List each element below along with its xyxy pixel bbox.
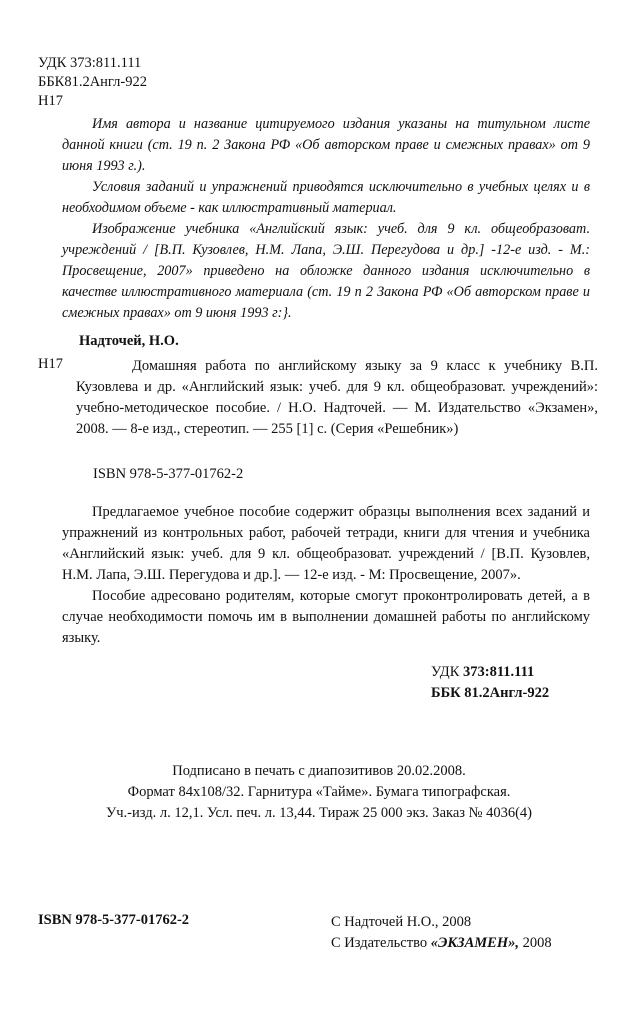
imprint-line: Уч.-изд. л. 12,1. Усл. печ. л. 13,44. Тираж 25 000 экз. Заказ № 4036(4) <box>106 805 532 821</box>
copyright-publisher-year: 2008 <box>518 935 552 951</box>
udk-value: 373:811.111 <box>463 664 535 680</box>
classification-block <box>38 54 147 111</box>
abstract <box>62 502 590 649</box>
abstract-paragraph: Предлагаемое учебное пособие содержит образцы выполнения всех заданий и упражнений из контрольных работ, рабочей тетради, книги для чтения и учебника «Английский язык: учеб. для 9 кл. общеобразоват. учреждений / [В.П. Кузовлев, Н.М. Лапа, Э.Ш. Перегудова и др.]. — 12-е изд. - М: Просвещение, 2007». <box>62 504 590 583</box>
udk-label: УДК <box>431 664 460 680</box>
bbk-line: ББК 81.2Англ-922 <box>431 685 550 701</box>
footer-isbn: ISBN 978-5-377-01762-2 <box>38 912 190 928</box>
author-sign-code: Н17 <box>38 93 63 109</box>
copyright-notice <box>62 114 590 324</box>
isbn-line: ISBN 978-5-377-01762-2 <box>93 466 244 482</box>
copyright-block <box>331 912 552 954</box>
bbk-code: ББК81.2Англ-922 <box>38 74 147 90</box>
bibliographic-code: Н17 <box>38 356 63 372</box>
bibliographic-description: Домашняя работа по английскому языку за 9 класс к учебнику В.П. Кузовлева и др. «Английский язык: учеб. для 9 кл. общеобразоват. учреждений»: учебно-методическое пособие. / Н.О. Надточей. — М. Издательство «Экзамен», 2008. — 8-е изд., стереотип. — 255 [1] с. (Серия «Решебник») <box>76 358 598 437</box>
abstract-paragraph: Пособие адресовано родителям, которые смогут проконтролировать детей, а в случае необходимости помочь им в выполнении домашней работы по английскому языку. <box>62 588 590 646</box>
copyright-author: С Надточей Н.О., 2008 <box>331 914 472 930</box>
copyright-publisher <box>331 933 552 954</box>
notice-paragraph: Имя автора и название цитируемого издания указаны на титульном листе данной книги (ст. 19 п. 2 Закона РФ «Об авторском праве и смежных правах» от 9 июня 1993 г.). <box>62 116 590 174</box>
udk-line <box>431 662 549 683</box>
notice-paragraph: Изображение учебника «Английский язык: учеб. для 9 кл. общеобразоват. учреждений / [В.П. Кузовлев, Н.М. Лапа, Э.Ш. Перегудова и др.] -12-е изд. - М.: Просвещение, 2007» приведено на обложке данного издания исключительно в качестве иллюстративного материала (ст. 19 п 2 Закона РФ «Об авторском праве и смежных правах» от 9 июня 1993 г:}. <box>62 221 590 321</box>
publisher-name: «ЭКЗАМЕН», <box>430 935 519 951</box>
notice-paragraph: Условия заданий и упражнений приводятся исключительно в учебных целях и в необходимом объеме - как иллюстративный материал. <box>62 179 590 216</box>
copyright-publisher-prefix: С Издательство <box>331 935 431 951</box>
imprint-line: Подписано в печать с диапозитивов 20.02.2008. <box>172 763 466 779</box>
imprint-line: Формат 84x108/32. Гарнитура «Тайме». Бумага типографская. <box>127 784 511 800</box>
imprint-block <box>38 761 600 824</box>
author-heading: Надточей, Н.О. <box>79 333 179 349</box>
classification-codes-right <box>431 662 549 704</box>
udk-code: УДК 373:811.111 <box>38 55 142 71</box>
